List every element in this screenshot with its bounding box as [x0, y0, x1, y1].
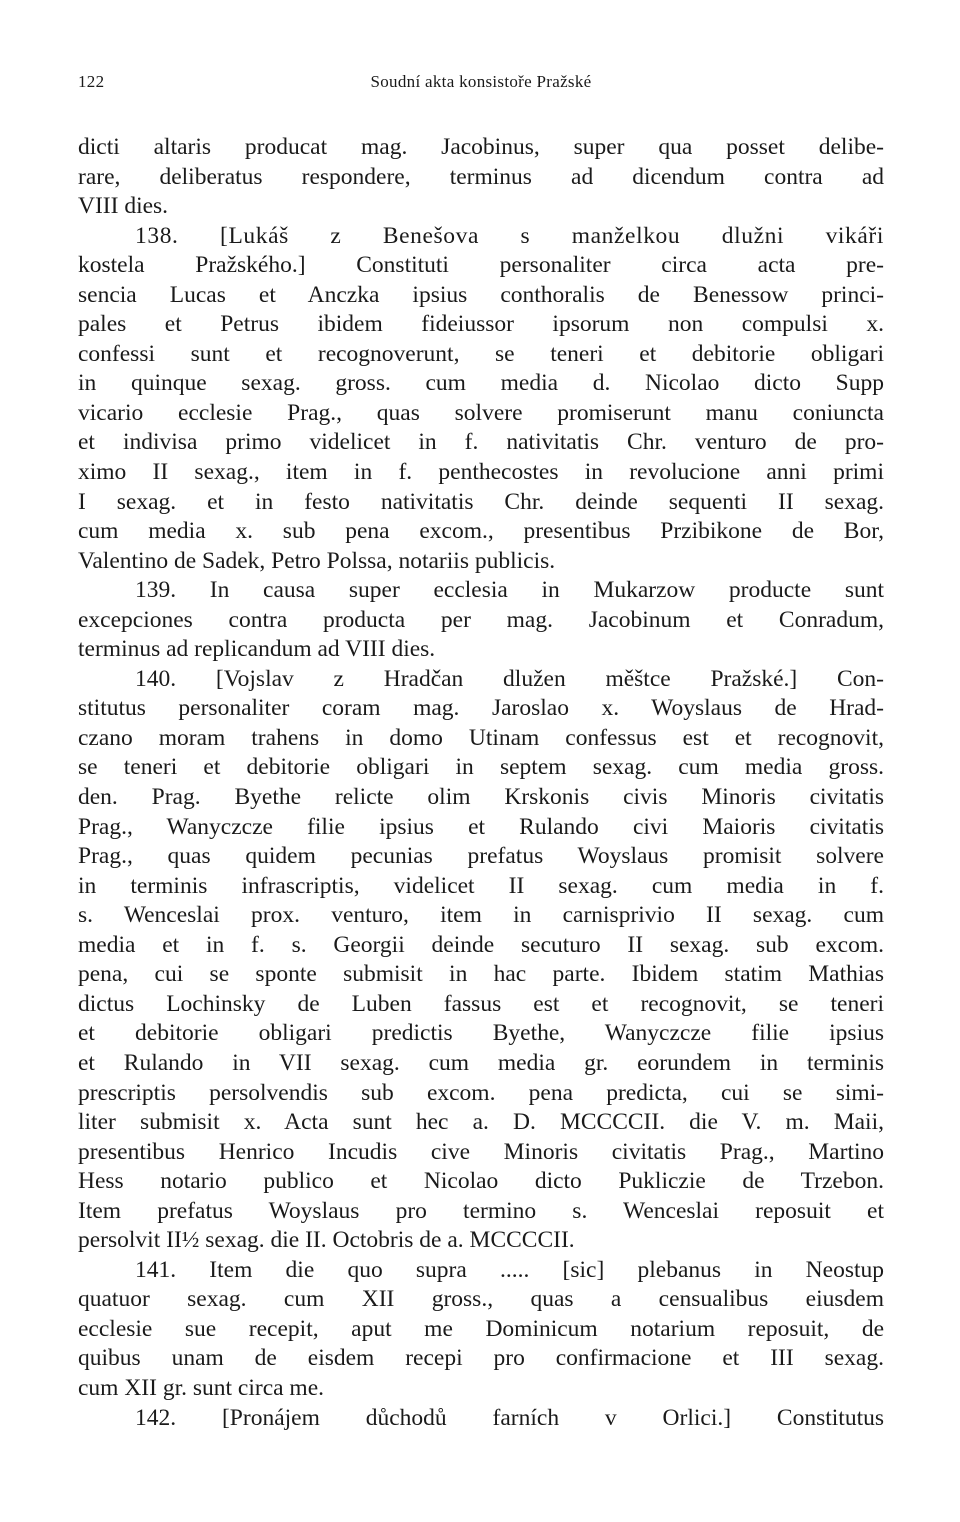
- entry-141-heading: 141. Item die quo supra ..... [sic] plebanus in Neostup: [135, 1256, 884, 1283]
- entry-138-heading: 138. [Lukáš z Benešova s manželkou dlužni vikáři: [135, 222, 884, 249]
- text-line: s. Wenceslai prox. venturo, item in carnisprivio II sexag. cum: [78, 902, 884, 929]
- entry-142-heading: 142. [Pronájem důchodů farních v Orlici.] Constitutus: [135, 1404, 884, 1431]
- text-line: VIII dies.: [78, 193, 169, 220]
- text-line: Prag., quas quidem pecunias prefatus Woyslaus promisit solvere: [78, 843, 884, 870]
- text-line: sencia Lucas et Anczka ipsius conthoralis de Benessow princi-: [78, 281, 884, 308]
- text-line: et debitorie obligari predictis Byethe, Wanyczcze filie ipsius: [78, 1020, 884, 1047]
- text-line: Prag., Wanyczcze filie ipsius et Rulando civi Maioris civitatis: [78, 813, 884, 840]
- text-line: excepciones contra producta per mag. Jacobinum et Conradum,: [78, 606, 884, 633]
- text-line: I sexag. et in festo nativitatis Chr. deinde sequenti II sexag.: [78, 488, 884, 515]
- text-line: quibus unam de eisdem recepi pro confirmacione et III sexag.: [78, 1345, 884, 1372]
- text-line: pales et Petrus ibidem fideiussor ipsorum non compulsi x.: [78, 311, 884, 338]
- text-line: media et in f. s. Georgii deinde secuturo II sexag. sub excom.: [78, 931, 884, 958]
- text-line: ecclesie sue recepit, aput me Dominicum notarium reposuit, de: [78, 1315, 884, 1342]
- text-line: ximo II sexag., item in f. penthecostes in revolucione anni primi: [78, 459, 884, 486]
- text-line: et Rulando in VII sexag. cum media gr. eorundem in terminis: [78, 1049, 884, 1076]
- text-line: stitutus personaliter coram mag. Jaroslao x. Woyslaus de Hrad-: [78, 695, 884, 722]
- text-line: presentibus Henrico Incudis cive Minoris civitatis Prag., Martino: [78, 1138, 884, 1165]
- body-text: [78, 133, 884, 1433]
- text-line: se teneri et debitorie obligari in septem sexag. cum media gross.: [78, 754, 884, 781]
- text-line: et indivisa primo videlicet in f. nativitatis Chr. venturo de pro-: [78, 429, 884, 456]
- text-line: confessi sunt et recognoverunt, se teneri et debitorie obligari: [78, 340, 884, 367]
- text-line: prescriptis persolvendis sub excom. pena predicta, cui se simi-: [78, 1079, 884, 1106]
- entry-139-heading: 139. In causa super ecclesia in Mukarzow producte sunt: [135, 577, 884, 604]
- text-line: in terminis infrascriptis, videlicet II sexag. cum media in f.: [78, 872, 884, 899]
- text-line: dictus Lochinsky de Luben fassus est et recognovit, se teneri: [78, 990, 884, 1017]
- page-header: [78, 72, 884, 96]
- entry-140-heading: 140. [Vojslav z Hradčan dlužen měštce Pražské.] Con-: [135, 665, 884, 692]
- text-line: in quinque sexag. gross. cum media d. Nicolao dicto Supp: [78, 370, 884, 397]
- text-line: cum media x. sub pena excom., presentibus Przibikone de Bor,: [78, 518, 884, 545]
- text-line: kostela Pražského.] Constituti personaliter circa acta pre-: [78, 252, 884, 279]
- text-line: vicario ecclesie Prag., quas solvere promiserunt manu coniuncta: [78, 399, 884, 426]
- text-line: Item prefatus Woyslaus pro termino s. Wenceslai reposuit et: [78, 1197, 884, 1224]
- text-line: rare, deliberatus respondere, terminus ad dicendum contra ad: [78, 163, 884, 190]
- text-line: Hess notario publico et Nicolao dicto Pukliczie de Trzebon.: [78, 1168, 884, 1195]
- text-line: Valentino de Sadek, Petro Polssa, notariis publicis.: [78, 547, 556, 574]
- text-line: quatuor sexag. cum XII gross., quas a censualibus eiusdem: [78, 1286, 884, 1313]
- text-line: liter submisit x. Acta sunt hec a. D. MCCCCII. die V. m. Maii,: [78, 1109, 884, 1136]
- text-line: dicti altaris producat mag. Jacobinus, super qua posset delibe-: [78, 134, 884, 160]
- text-line: persolvit II½ sexag. die II. Octobris de a. MCCCCII.: [78, 1227, 575, 1254]
- text-line: pena, cui se sponte submisit in hac parte. Ibidem statim Mathias: [78, 961, 884, 988]
- text-line: terminus ad replicandum ad VIII dies.: [78, 636, 436, 663]
- text-line: cum XII gr. sunt circa me.: [78, 1374, 325, 1401]
- text-line: den. Prag. Byethe relicte olim Krskonis civis Minoris civitatis: [78, 784, 884, 811]
- running-title: Soudní akta konsistoře Pražské: [370, 72, 592, 91]
- page-number: 122: [78, 72, 105, 91]
- text-line: czano moram trahens in domo Utinam confessus est et recognovit,: [78, 724, 884, 751]
